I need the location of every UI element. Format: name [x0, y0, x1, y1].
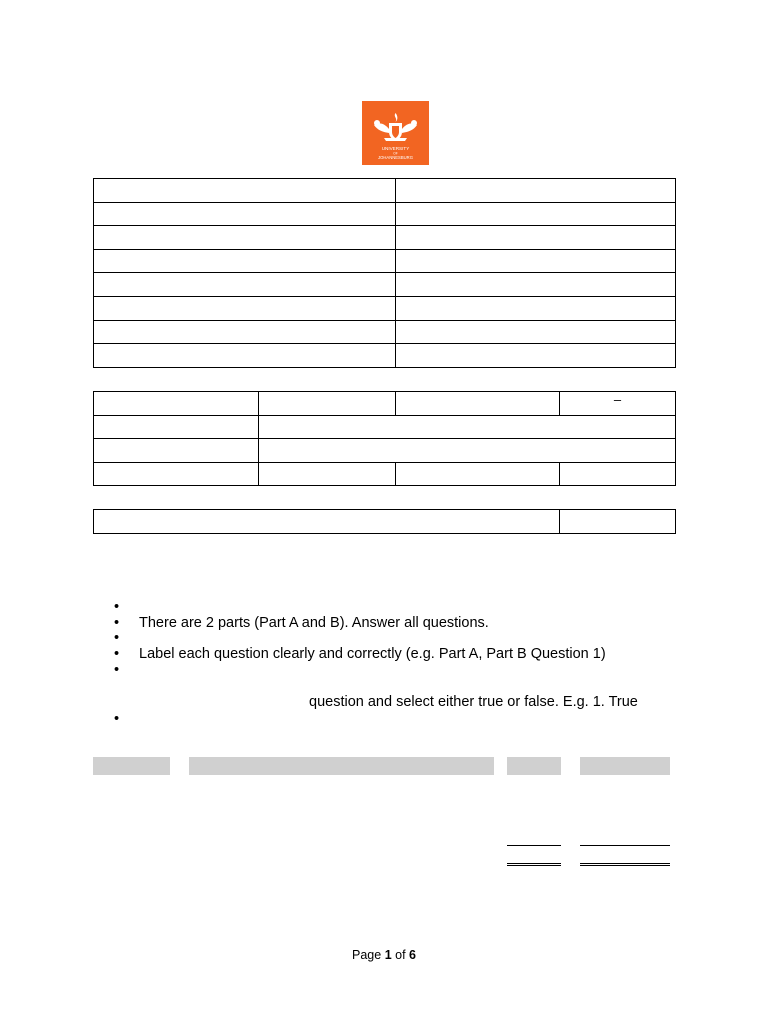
table-row	[94, 344, 676, 368]
table-row	[94, 249, 676, 273]
marks-table	[93, 509, 676, 534]
table-cell	[396, 392, 560, 416]
table-cell	[396, 344, 676, 368]
table-cell	[259, 439, 676, 463]
table-cell	[259, 415, 676, 439]
logo-text-line2: OF	[393, 151, 398, 156]
instruction-text: Label each question clearly and correctly (e.g. Part A, Part B Question 1)	[139, 646, 606, 663]
bullet-icon: •	[114, 711, 120, 727]
column-header-bar	[93, 757, 170, 775]
total-pages: 6	[409, 948, 416, 962]
crest-icon	[362, 101, 429, 165]
table-cell	[94, 439, 259, 463]
table-row	[94, 462, 676, 486]
table-cell	[396, 320, 676, 344]
bullet-icon: •	[114, 646, 120, 663]
table-cell	[396, 462, 560, 486]
instructions-list-end	[114, 712, 694, 728]
table-row	[94, 179, 676, 203]
table-cell	[94, 202, 396, 226]
bullet-icon: •	[114, 661, 120, 678]
table-cell	[396, 296, 676, 320]
table-row	[94, 296, 676, 320]
table-cell	[94, 344, 396, 368]
list-item	[114, 663, 694, 679]
assessment-details-table	[93, 391, 676, 486]
table-row	[94, 392, 676, 416]
logo-text-line1: UNIVERSITY	[381, 146, 410, 151]
table-cell	[94, 392, 259, 416]
table-cell	[396, 226, 676, 250]
table-row	[94, 510, 676, 534]
table-row	[94, 202, 676, 226]
subtotal-rule	[507, 845, 561, 846]
column-header-bar	[189, 757, 494, 775]
student-details-table	[93, 178, 676, 368]
list-item	[114, 647, 694, 663]
table-cell	[396, 273, 676, 297]
column-header-bar	[580, 757, 670, 775]
logo-text-line3: JOHANNESBURG	[378, 155, 413, 160]
table-cell	[560, 462, 676, 486]
total-double-rule	[580, 863, 670, 866]
bullet-icon: •	[114, 599, 120, 615]
page-word: Page	[352, 948, 382, 962]
table-cell	[94, 273, 396, 297]
table-cell	[396, 202, 676, 226]
table-cell	[259, 462, 396, 486]
university-logo	[362, 101, 429, 165]
instructions-list	[114, 600, 694, 678]
table-cell	[94, 510, 560, 534]
table-cell	[94, 415, 259, 439]
bullet-icon: •	[114, 630, 120, 647]
table-row	[94, 415, 676, 439]
true-false-instruction: question and select either true or false. E.g. 1. True	[309, 694, 638, 710]
total-double-rule	[507, 863, 561, 866]
table-cell	[94, 249, 396, 273]
table-cell	[94, 179, 396, 203]
column-header-bar	[507, 757, 561, 775]
of-word: of	[395, 948, 406, 962]
table-cell	[396, 179, 676, 203]
table-cell	[396, 249, 676, 273]
instruction-text: There are 2 parts (Part A and B). Answer all questions.	[139, 614, 489, 631]
list-item	[114, 616, 694, 632]
table-cell	[259, 392, 396, 416]
page-number	[0, 948, 768, 962]
table-cell-dash: –	[560, 392, 676, 416]
table-row	[94, 226, 676, 250]
table-cell	[560, 510, 676, 534]
table-row	[94, 439, 676, 463]
subtotal-rule	[580, 845, 670, 846]
table-cell	[94, 226, 396, 250]
bullet-icon: •	[114, 614, 120, 631]
table-cell	[94, 320, 396, 344]
list-item	[114, 600, 694, 616]
table-cell	[94, 296, 396, 320]
table-cell	[94, 462, 259, 486]
table-row	[94, 273, 676, 297]
list-item	[114, 712, 694, 728]
list-item	[114, 631, 694, 647]
table-row	[94, 320, 676, 344]
current-page: 1	[384, 948, 392, 962]
